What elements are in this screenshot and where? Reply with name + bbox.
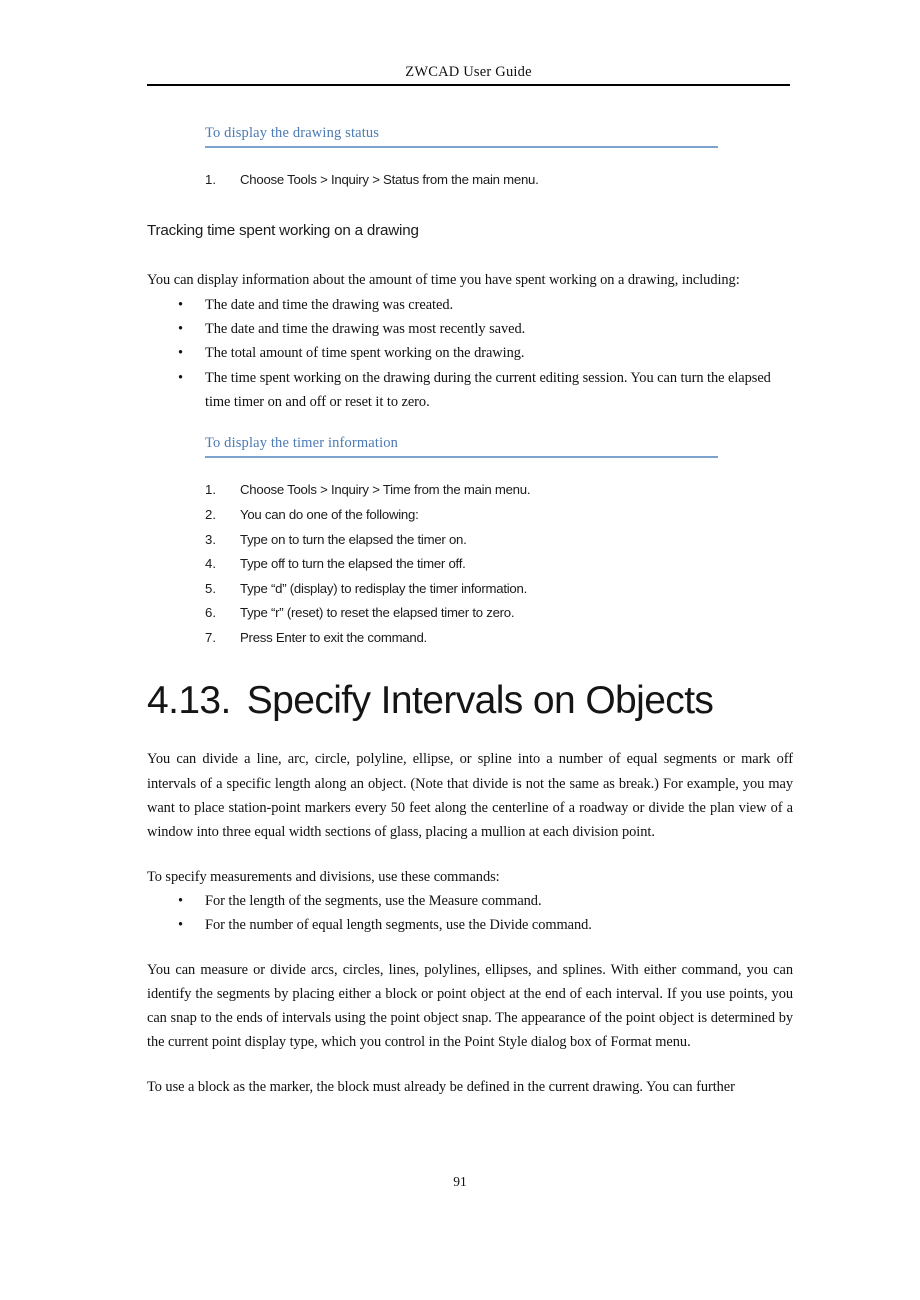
step-text: Choose Tools > Inquiry > Status from the main menu. bbox=[240, 172, 539, 188]
step-number: 1. bbox=[205, 482, 216, 498]
bullet-icon: • bbox=[178, 345, 183, 362]
step-text: Choose Tools > Inquiry > Time from the main menu. bbox=[240, 482, 531, 498]
list-item bbox=[147, 913, 793, 937]
procedure-block-timer bbox=[205, 434, 718, 458]
list-item bbox=[147, 366, 793, 415]
step-number: 7. bbox=[205, 629, 216, 645]
spacer bbox=[147, 148, 793, 168]
list-item bbox=[205, 626, 793, 651]
list-item bbox=[147, 293, 793, 317]
page-number: 91 bbox=[453, 1174, 467, 1189]
bullet-icon: • bbox=[178, 369, 183, 386]
procedure-heading-status: To display the drawing status bbox=[205, 125, 380, 141]
step-number: 6. bbox=[205, 605, 216, 621]
step-number: 1. bbox=[205, 172, 216, 188]
subsection-heading-tracking-time: Tracking time spent working on a drawing bbox=[147, 221, 419, 239]
spacer bbox=[147, 414, 793, 434]
paragraph-intervals-4: To use a block as the marker, the block must already be defined in the current drawing. You can further bbox=[147, 1078, 735, 1095]
step-text: Press Enter to exit the command. bbox=[240, 629, 427, 645]
section-title: Specify Intervals on Objects bbox=[246, 678, 714, 722]
page-content bbox=[147, 104, 793, 1099]
step-number: 2. bbox=[205, 506, 216, 522]
bullet-list-commands bbox=[147, 889, 793, 938]
step-number: 3. bbox=[205, 531, 216, 547]
bullet-text: For the length of the segments, use the Measure command. bbox=[205, 892, 542, 909]
paragraph-intervals-1: You can divide a line, arc, circle, polyline, ellipse, or spline into a number of equal segments or mark off intervals of a specific length along an object. (Note that divide is not the same as break.) For example, you may want to place station-point markers every 50 feet along the centerline of a roadway or divide the plan view of a window into three equal width sections of glass, placing a mullion at each division point. bbox=[147, 751, 793, 841]
spacer bbox=[147, 721, 793, 747]
spacer bbox=[147, 845, 793, 865]
step-text: Type “r” (reset) to reset the elapsed timer to zero. bbox=[240, 605, 515, 621]
paragraph-intervals-2: To specify measurements and divisions, use these commands: bbox=[147, 868, 500, 885]
step-text: Type off to turn the elapsed the timer off. bbox=[240, 556, 466, 572]
step-text: Type “d” (display) to redisplay the timer information. bbox=[240, 580, 527, 596]
list-item bbox=[147, 889, 793, 913]
bullet-icon: • bbox=[178, 296, 183, 313]
list-item bbox=[205, 552, 793, 577]
bullet-icon: • bbox=[178, 917, 183, 934]
list-item bbox=[147, 317, 793, 341]
bullet-text: The time spent working on the drawing during the current editing session. You can turn the elapsed time timer on and off or reset it to zero. bbox=[205, 369, 771, 410]
step-number: 5. bbox=[205, 580, 216, 596]
bullet-text: The total amount of time spent working on the drawing. bbox=[205, 345, 525, 362]
spacer bbox=[147, 193, 793, 221]
step-text: Type on to turn the elapsed the timer on. bbox=[240, 531, 467, 547]
spacer bbox=[147, 938, 793, 958]
header-divider-rule bbox=[147, 84, 790, 86]
paragraph-tracking-intro: You can display information about the amount of time you have spent working on a drawing, including: bbox=[147, 272, 740, 289]
list-item bbox=[205, 168, 793, 193]
bullet-text: The date and time the drawing was created. bbox=[205, 296, 454, 313]
bullet-text: For the number of equal length segments, use the Divide command. bbox=[205, 917, 592, 934]
spacer bbox=[147, 1055, 793, 1075]
procedure-heading-timer: To display the timer information bbox=[205, 435, 399, 452]
spacer bbox=[147, 240, 793, 268]
procedure-block-status bbox=[205, 124, 718, 148]
list-item bbox=[205, 528, 793, 553]
step-number: 4. bbox=[205, 556, 216, 572]
page-header-title: ZWCAD User Guide bbox=[405, 64, 532, 80]
section-number: 4.13. bbox=[147, 678, 231, 722]
step-text: You can do one of the following: bbox=[240, 506, 419, 522]
spacer bbox=[147, 651, 793, 681]
list-item bbox=[147, 341, 793, 365]
steps-list-timer bbox=[205, 478, 793, 650]
bullet-text: The date and time the drawing was most recently saved. bbox=[205, 321, 526, 338]
list-item bbox=[205, 478, 793, 503]
section-heading-4-13 bbox=[147, 678, 793, 722]
steps-list-status bbox=[205, 168, 793, 193]
bullet-icon: • bbox=[178, 321, 183, 338]
bullet-list-tracking bbox=[147, 293, 793, 414]
page-header bbox=[147, 64, 790, 81]
bullet-icon: • bbox=[178, 892, 183, 909]
list-item bbox=[205, 601, 793, 626]
spacer bbox=[147, 458, 793, 478]
list-item bbox=[205, 503, 793, 528]
paragraph-intervals-3: You can measure or divide arcs, circles, lines, polylines, ellipses, and splines. With either command, you can identify the segments by placing either a block or point object at the end of each interval. If you use points, you can snap to the ends of intervals using the point object snap. The appearance of the point object is determined by the current point display type, which you control in the Point Style dialog box of Format menu. bbox=[147, 961, 793, 1051]
spacer bbox=[147, 104, 793, 124]
list-item bbox=[205, 577, 793, 602]
